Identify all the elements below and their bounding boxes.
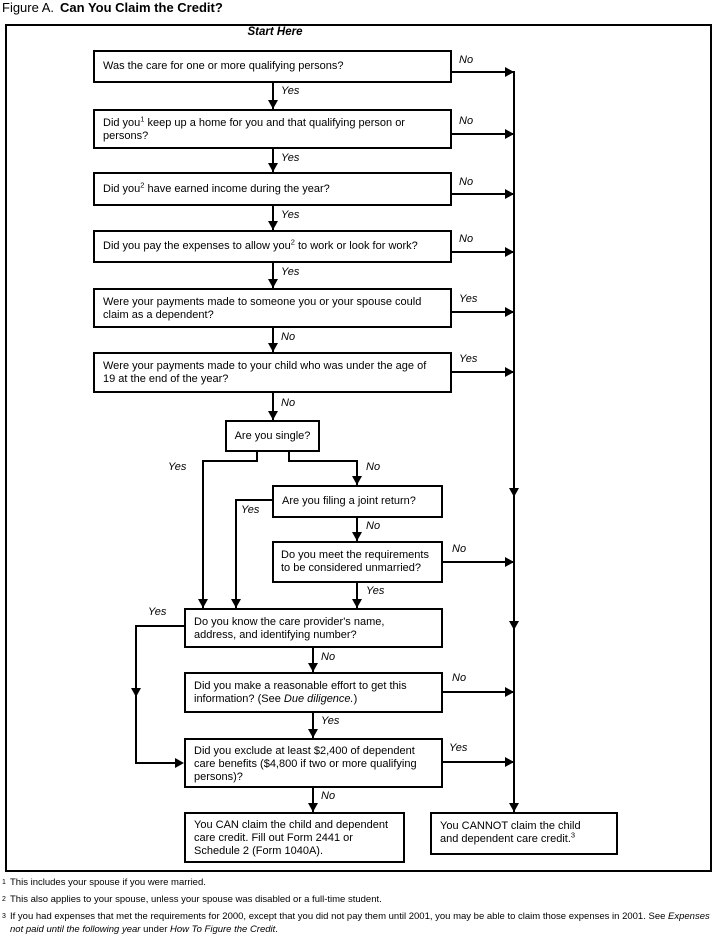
decision-reasonable-effort bbox=[184, 672, 443, 713]
arrow-right-icon bbox=[505, 557, 514, 567]
footnote-3-italic-reference: Expenses not paid until the following year bbox=[10, 911, 710, 935]
decision-text-line: to be considered unmarried? bbox=[281, 562, 422, 574]
arrow-right-icon bbox=[505, 189, 514, 199]
arrow-right-icon bbox=[505, 757, 514, 767]
decision-payments-child-under-19 bbox=[93, 352, 452, 393]
arrow-down-icon bbox=[308, 803, 318, 812]
decision-text-line: Were your payments made to someone you or your spouse could bbox=[103, 296, 422, 308]
arrow-down-icon bbox=[268, 279, 278, 288]
edge-label-q4-no: No bbox=[459, 233, 474, 245]
edge-label-q8-yes: Yes bbox=[241, 504, 260, 516]
due-diligence-reference: Due diligence. bbox=[283, 693, 354, 705]
arrow-down-icon bbox=[268, 343, 278, 352]
arrow-right-icon bbox=[505, 247, 514, 257]
edge-label-q12-yes: Yes bbox=[449, 742, 468, 754]
footnote-2-text: This also applies to your spouse, unless your spouse was disabled or a full-time student. bbox=[10, 894, 382, 905]
edge-label-q2-yes: Yes bbox=[281, 152, 300, 164]
decision-payments-dependent bbox=[93, 288, 452, 328]
edge-label-q7-yes: Yes bbox=[168, 461, 187, 473]
edge-label-q3-no: No bbox=[459, 176, 474, 188]
edge-label-q7-no: No bbox=[366, 461, 381, 473]
figure-title-text: Can You Claim the Credit? bbox=[60, 0, 223, 15]
terminal-text-line: Schedule 2 (Form 1040A). bbox=[194, 845, 324, 857]
arrow-down-icon bbox=[352, 599, 362, 608]
decision-text: Are you single? bbox=[234, 429, 311, 442]
terminal-text-line: care credit. Fill out Form 2441 or bbox=[194, 832, 353, 844]
decision-text-line: Were your payments made to your child who was under the age of bbox=[103, 360, 427, 372]
terminal-text-line: You CAN claim the child and dependent bbox=[194, 819, 389, 831]
decision-keep-up-home bbox=[93, 109, 452, 149]
footnote-ref-3: 3 bbox=[570, 830, 576, 840]
arrow-right-icon bbox=[505, 129, 514, 139]
decision-text-line: Did you make a reasonable effort to get this bbox=[194, 680, 407, 692]
edge-label-q9-yes: Yes bbox=[366, 585, 385, 597]
arrow-down-icon bbox=[198, 599, 208, 608]
footnote-ref-2: 2 bbox=[140, 179, 145, 189]
footnote-3-number: 3 bbox=[2, 913, 6, 920]
arrow-down-icon bbox=[268, 411, 278, 420]
line-q7-yes-horizontal bbox=[202, 460, 258, 462]
line-q8-yes-down bbox=[235, 499, 237, 608]
decision-text-line: 19 at the end of the year? bbox=[103, 373, 229, 385]
edge-label-q12-no: No bbox=[321, 790, 336, 802]
arrow-right-icon bbox=[505, 367, 514, 377]
edge-label-q8-no: No bbox=[366, 520, 381, 532]
line-q7-no-horizontal bbox=[288, 460, 358, 462]
decision-exclude-benefits bbox=[184, 738, 443, 788]
line-q9-no bbox=[443, 561, 514, 563]
line-q8-yes-horizontal bbox=[235, 499, 274, 501]
arrow-down-icon bbox=[308, 663, 318, 672]
decision-text-line: persons)? bbox=[194, 771, 243, 783]
decision-text-line: information? (See Due diligence.) bbox=[194, 693, 358, 705]
edge-label-q2-no: No bbox=[459, 115, 474, 127]
decision-text-line: Did you$^1$ keep up a home for you and that qualifying person or bbox=[103, 114, 405, 129]
terminal-text-line: You CANNOT claim the child bbox=[440, 820, 581, 832]
arrow-down-icon bbox=[509, 488, 519, 497]
arrow-right-icon bbox=[175, 758, 184, 768]
footnote-3 bbox=[2, 911, 714, 936]
decision-text: Did you$^2$ have earned income during the year? bbox=[103, 179, 330, 195]
edge-label-q5-no: No bbox=[281, 331, 296, 343]
edge-label-q6-yes: Yes bbox=[459, 353, 478, 365]
decision-text-line: Do you know the care provider's name, bbox=[194, 616, 385, 628]
decision-joint-return bbox=[272, 485, 443, 518]
edge-label-q10-yes: Yes bbox=[148, 606, 167, 618]
arrow-down-icon bbox=[268, 163, 278, 172]
footnote-1-number: 1 bbox=[2, 879, 6, 886]
edge-label-q6-no: No bbox=[281, 397, 296, 409]
terminal-cannot-claim bbox=[430, 812, 618, 855]
line-right-collector bbox=[513, 71, 515, 812]
edge-label-q1-yes: Yes bbox=[281, 85, 300, 97]
edge-label-q3-yes: Yes bbox=[281, 209, 300, 221]
terminal-text-line: and dependent care credit.$^3$ bbox=[440, 830, 576, 845]
decision-earned-income bbox=[93, 172, 452, 206]
arrow-right-icon bbox=[505, 307, 514, 317]
decision-text-line: persons? bbox=[103, 130, 149, 142]
footnote-ref-2: 2 bbox=[290, 237, 295, 247]
edge-label-q11-yes: Yes bbox=[321, 715, 340, 727]
footnote-2 bbox=[2, 894, 714, 907]
line-q10-yes-horizontal-top bbox=[135, 625, 184, 627]
footnote-ref-1: 1 bbox=[140, 114, 145, 124]
arrow-down-icon bbox=[231, 599, 241, 608]
decision-expenses-to-work bbox=[93, 230, 452, 263]
decision-text: Are you filing a joint return? bbox=[282, 495, 416, 507]
arrow-down-icon bbox=[268, 221, 278, 230]
edge-label-q5-yes: Yes bbox=[459, 293, 478, 305]
start-here-label: Start Here bbox=[247, 26, 303, 38]
decision-provider-info bbox=[184, 608, 443, 648]
decision-qualifying-persons bbox=[93, 50, 452, 83]
figure-label: Figure A. bbox=[2, 0, 55, 15]
arrow-down-icon bbox=[509, 803, 519, 812]
arrow-down-icon bbox=[268, 100, 278, 109]
decision-single bbox=[225, 420, 320, 452]
line-q11-no bbox=[443, 691, 514, 693]
edge-label-q10-no: No bbox=[321, 651, 336, 663]
arrow-down-icon bbox=[352, 532, 362, 541]
arrow-down-icon bbox=[352, 476, 362, 485]
edge-label-q4-yes: Yes bbox=[281, 266, 300, 278]
footnote-1-text: This includes your spouse if you were married. bbox=[10, 877, 206, 888]
footnote-1 bbox=[2, 877, 714, 890]
edge-label-q9-no: No bbox=[452, 543, 467, 555]
line-q10-yes-horizontal-bottom bbox=[135, 762, 175, 764]
arrow-right-icon bbox=[505, 67, 514, 77]
footnote-3-italic-section: How To Figure the Credit bbox=[170, 923, 276, 935]
decision-text-line: Did you exclude at least $2,400 of dependent bbox=[194, 745, 415, 757]
footnote-3-text: If you had expenses that met the requirements for 2000, except that you did not pay them until 2001, you may be able to claim those expenses in 2001. See Expenses not paid until the following year under How To Figure the Credit. bbox=[10, 911, 710, 935]
arrow-down-icon bbox=[131, 688, 141, 697]
terminal-can-claim bbox=[184, 812, 405, 863]
decision-text: Was the care for one or more qualifying persons? bbox=[103, 60, 344, 72]
line-q12-yes bbox=[443, 761, 514, 763]
decision-text: Did you pay the expenses to allow you$^2$ to work or look for work? bbox=[103, 237, 418, 252]
decision-text-line: address, and identifying number? bbox=[194, 629, 357, 641]
decision-text-line: care benefits ($4,800 if two or more qualifying bbox=[194, 758, 417, 770]
footnote-2-number: 2 bbox=[2, 896, 6, 903]
edge-label-q1-no: No bbox=[459, 54, 474, 66]
decision-considered-unmarried bbox=[272, 541, 443, 583]
figure-title bbox=[2, 0, 223, 15]
line-q7-yes-down bbox=[202, 460, 204, 608]
arrow-right-icon bbox=[505, 687, 514, 697]
decision-text-line: Do you meet the requirements bbox=[281, 549, 429, 561]
edge-label-q11-no: No bbox=[452, 672, 467, 684]
arrow-down-icon bbox=[509, 621, 519, 630]
arrow-down-icon bbox=[308, 729, 318, 738]
decision-text-line: claim as a dependent? bbox=[103, 309, 214, 321]
